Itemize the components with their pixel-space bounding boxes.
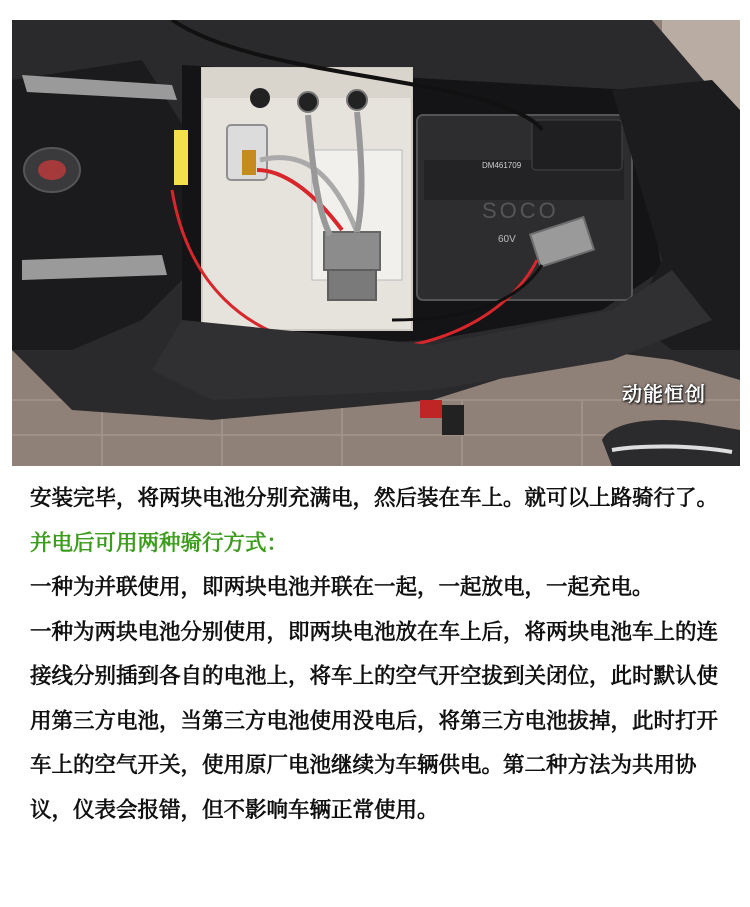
battery-serial-label: DM461709 [482, 161, 522, 170]
battery-voltage-label: 60V [498, 234, 516, 245]
intro-paragraph: 安装完毕，将两块电池分别充满电，然后装在车上。就可以上路骑行了。 [30, 486, 719, 511]
section-heading: 并电后可用两种骑行方式： [30, 530, 289, 556]
method-two-paragraph: 一种为两块电池分别使用，即两块电池放在车上后，将两块电池车上的连接线分别插到各自的电池上，将车上的空气开空拔到关闭位，此时默认使用第三方电池，当第三方电池使用没电后，将第三方电池拔掉，此时打开车上的空气开关，使用原厂电池继续为车辆供电。第二种方法为共用协议，仪表会报错，但不影响车辆正常使用。 [30, 619, 719, 823]
article-body [30, 477, 730, 833]
method-one-paragraph: 一种为并联使用，即两块电池并联在一起，一起放电，一起充电。 [30, 575, 654, 600]
battery-brand-label: SOCO [482, 198, 559, 223]
scooter-battery-photo [12, 20, 740, 466]
watermark: 动能恒创 [622, 382, 706, 406]
